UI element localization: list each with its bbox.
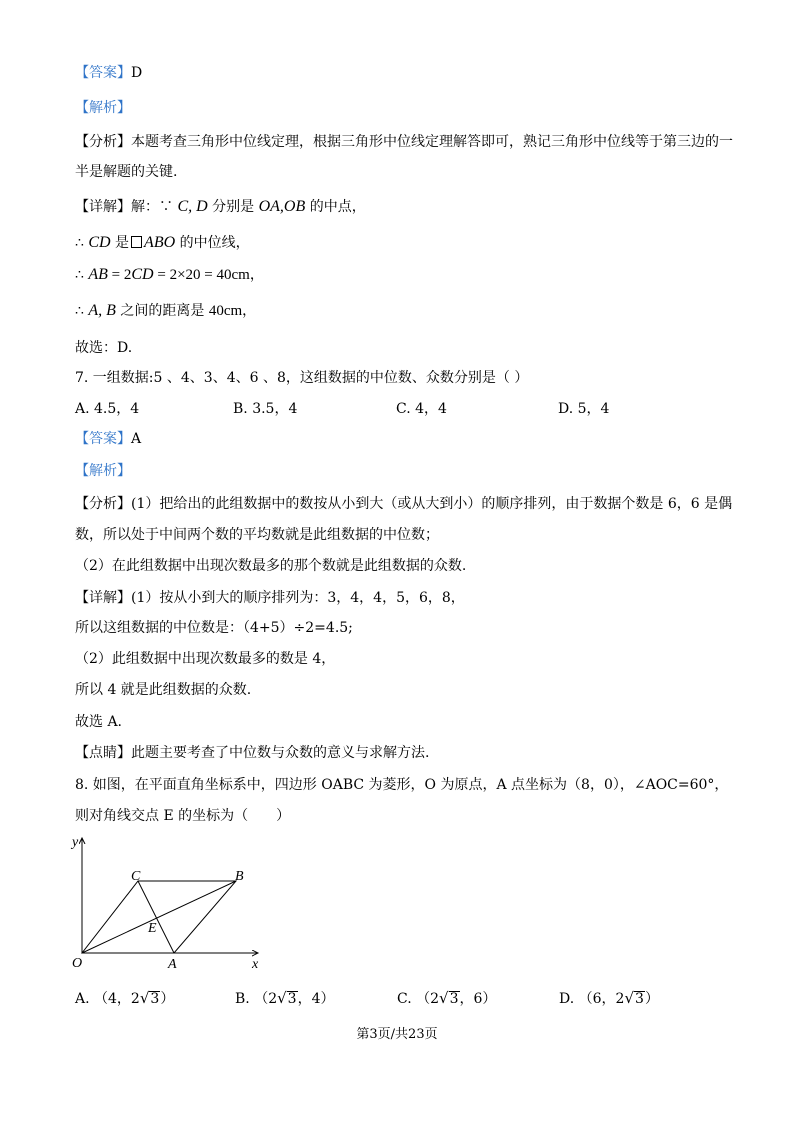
answer-tag: 【答案】 [75, 431, 131, 447]
q6-choice: 故选：D. [75, 340, 133, 356]
label-x: x [252, 957, 259, 972]
math-distance: 40cm [208, 303, 243, 319]
detail-prefix: 解：∵ [131, 199, 178, 215]
q6-fenxi-line2: 半是解题的关键. [75, 164, 178, 180]
q6-detail-line3 [75, 265, 264, 285]
q8-stem-line2: 则对角线交点 E 的坐标为（ ） [75, 808, 291, 824]
detail-mid: 分别是 [207, 199, 259, 215]
math-eq: = 2 [107, 267, 132, 283]
therefore-symbol: ∴ [75, 303, 89, 319]
math-abo: ABO [144, 234, 176, 251]
q7-fenxi-line1 [75, 494, 732, 514]
label-b: B [235, 869, 244, 884]
analysis-tag: 【解析】 [75, 100, 131, 116]
q7-detail-line1 [75, 588, 465, 608]
math-cd: CD [131, 266, 154, 283]
q7-choice: 故选 A. [75, 714, 123, 730]
dianjing-tag: 【点睛】 [75, 745, 131, 761]
math-cd: C, D [177, 198, 208, 215]
q7-dianjing-line [75, 743, 429, 763]
detail-suffix: 的中点， [305, 199, 366, 215]
label-c: C [131, 869, 141, 884]
q7-option-d: D. 5，4 [558, 401, 610, 417]
q7-fenxi-line3: （2）在此组数据中出现次数最多的那个数就是此组数据的众数. [75, 558, 467, 574]
math-ab: A, B [88, 302, 116, 319]
fenxi-tag: 【分析】 [75, 134, 131, 150]
option-post: ，6） [459, 991, 497, 1007]
diagonal-ac [138, 881, 174, 953]
q6-detail-line2 [75, 233, 250, 253]
sqrt-icon: √ [624, 989, 635, 1007]
option-radicand: 3 [635, 991, 644, 1007]
q8-option-a [75, 988, 174, 1009]
math-ab: AB [88, 266, 108, 283]
option-post: ） [160, 991, 175, 1007]
option-radicand: 3 [287, 991, 297, 1007]
option-radicand: 3 [449, 991, 459, 1007]
diagonal-ob [82, 881, 236, 953]
q6-fenxi-line1 [75, 132, 733, 152]
q7-stem: 7. 一组数据:5 、4、3、4、6 、8，这组数据的中位数、众数分别是（ ） [75, 370, 529, 386]
q8-option-b [235, 988, 335, 1009]
text-tail: 的中位线， [175, 235, 250, 251]
q6-analysis-heading [75, 98, 131, 118]
rhombus-figure [60, 828, 270, 973]
analysis-tag: 【解析】 [75, 463, 131, 479]
q7-detail-line4: 所以 4 就是此组数据的众数. [75, 682, 252, 698]
text-tail: ， [242, 303, 257, 319]
sqrt-icon: √ [439, 989, 449, 1007]
q6-detail-line1 [75, 197, 366, 217]
answer-tag: 【答案】 [75, 65, 131, 81]
option-pre: D. （6，2 [559, 991, 625, 1007]
fenxi-text: 本题考查三角形中位线定理，根据三角形中位线定理解答即可，熟记三角形中位线等于第三边的一 [131, 134, 733, 150]
detail-text: (1）按从小到大的顺序排列为：3，4，4，5，6，8， [131, 590, 465, 606]
option-pre: A. （4，2 [75, 991, 140, 1007]
q7-detail-line2: 所以这组数据的中位数是：（4+5）÷2=4.5; [75, 620, 353, 636]
q6-answer-line [75, 63, 142, 83]
q7-analysis-heading [75, 461, 131, 481]
label-o: O [72, 956, 83, 971]
label-a: A [168, 957, 177, 972]
dianjing-text: 此题主要考查了中位数与众数的意义与求解方法. [131, 745, 430, 761]
q8-stem-line1: 8. 如图，在平面直角坐标系中，四边形 OABC 为菱形，O 为原点，A 点坐标为（8，0），∠AOC=60°， [75, 777, 729, 793]
detail-tag: 【详解】 [75, 199, 131, 215]
q6-detail-line4 [75, 301, 256, 321]
therefore-symbol: ∴ [75, 235, 89, 251]
math-rest: = 2×20 = 40cm [153, 267, 250, 283]
math-cd: CD [88, 234, 111, 251]
q7-detail-line3: （2）此组数据中出现次数最多的数是 4， [75, 651, 336, 667]
option-post: ，4） [297, 991, 335, 1007]
q7-option-c: C. 4，4 [396, 401, 447, 417]
option-radicand: 3 [150, 991, 160, 1007]
fenxi-text: (1）把给出的此组数据中的数按从小到大（或从大到小）的顺序排列，由于数据个数是 6，6 是偶 [131, 496, 733, 512]
page-footer: 第3页/共23页 [356, 1027, 438, 1042]
detail-tag: 【详解】 [75, 590, 131, 606]
text-is: 是 [110, 235, 130, 251]
q7-fenxi-line2: 数，所以处于中间两个数的平均数就是此组数据的中位数； [75, 527, 439, 543]
q8-option-d [559, 988, 659, 1009]
sqrt-icon: √ [277, 989, 287, 1007]
triangle-box-icon [131, 236, 142, 248]
answer-value: D [131, 65, 143, 81]
label-y: y [72, 835, 79, 850]
q8-option-c [397, 988, 496, 1009]
therefore-symbol: ∴ [75, 267, 89, 283]
option-post: ） [644, 991, 659, 1007]
text-tail: ， [249, 267, 264, 283]
text-mid: 之间的距离是 [115, 303, 209, 319]
q7-option-a: A. 4.5，4 [75, 401, 140, 417]
answer-value: A [131, 431, 142, 447]
math-oaob: OA,OB [258, 198, 306, 215]
q7-answer-line [75, 429, 141, 449]
sqrt-icon: √ [139, 989, 150, 1007]
label-e: E [148, 921, 157, 936]
q7-option-b: B. 3.5，4 [233, 401, 298, 417]
option-pre: C. （2 [397, 991, 440, 1007]
fenxi-tag: 【分析】 [75, 496, 131, 512]
option-pre: B. （2 [235, 991, 278, 1007]
